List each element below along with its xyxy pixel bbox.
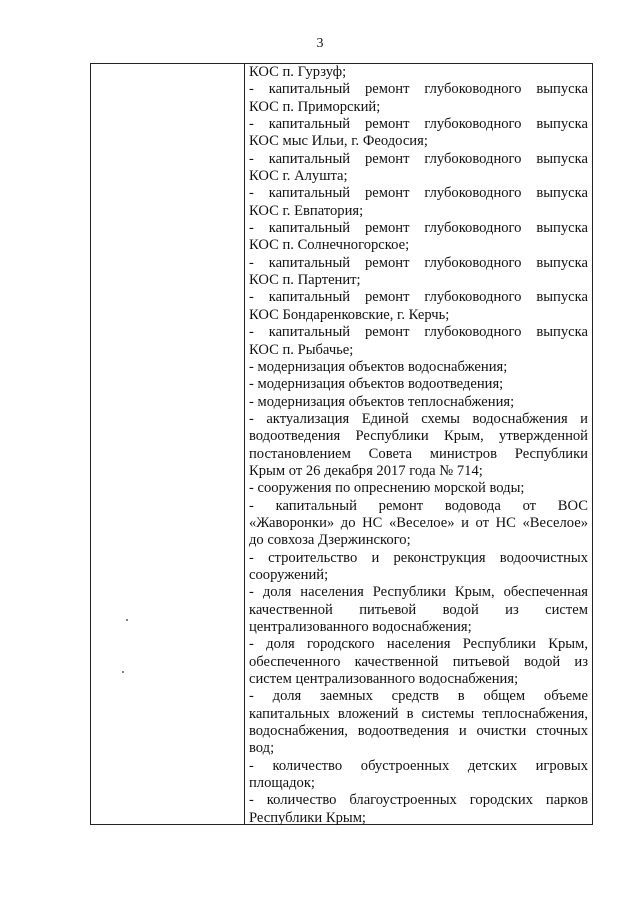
text-line: - капитальный ремонт глубоководного выпуска (249, 81, 588, 98)
text-line: - модернизация объектов водоотведения; (249, 376, 504, 393)
text-line: - капитальный ремонт глубоководного выпуска (249, 254, 588, 271)
text-line: сооружений; (249, 566, 329, 583)
text-line: - доля городского населения Республики Крым, (249, 636, 588, 653)
text-line: - доля заемных средств в общем объеме (249, 688, 588, 705)
text-line: - капитальный ремонт водовода от ВОС (249, 497, 588, 514)
text-line: обеспеченного качественной питьевой водой из (249, 653, 588, 670)
text-line: КОС п. Партенит; (249, 272, 361, 289)
text-line: водоснабжения, водоотведения и очистки сточных (249, 723, 588, 740)
text-line: - капитальный ремонт глубоководного выпуска (249, 185, 588, 202)
text-line: КОС Бондаренковские, г. Керчь; (249, 306, 450, 323)
text-line: КОС мыс Ильи, г. Феодосия; (249, 133, 428, 150)
text-line: КОС г. Евпатория; (249, 202, 364, 219)
page-number: 3 (316, 36, 324, 51)
text-line: - актуализация Единой схемы водоснабжения и (249, 410, 588, 427)
text-line: КОС п. Приморский; (249, 98, 381, 115)
text-line: вод; (249, 740, 275, 757)
text-line: - капитальный ремонт глубоководного выпуска (249, 289, 588, 306)
text-line: централизованного водоснабжения; (249, 619, 472, 635)
text-line: - количество обустроенных детских игровых (249, 757, 588, 774)
text-line: систем централизованного водоснабжения; (249, 671, 519, 688)
text-line: Крым от 26 декабря 2017 года № 714; (249, 462, 483, 479)
text-line: - капитальный ремонт глубоководного выпуска (249, 220, 588, 237)
text-line: качественной питьевой водой из систем (249, 601, 588, 618)
text-line: «Жаворонки» до НС «Веселое» и от НС «Веселое» (249, 514, 588, 531)
text-line: постановлением Совета министров Республики (249, 445, 588, 462)
text-line: Республики Крым; (249, 809, 366, 826)
text-line: - модернизация объектов теплоснабжения; (249, 393, 515, 410)
table-left-cell (91, 64, 245, 824)
text-line: КОС п. Солнечногорское; (249, 237, 410, 254)
document-table (90, 63, 593, 825)
text-line: площадок; (249, 775, 315, 792)
text-line: водоотведения Республики Крым, утвержденной (249, 428, 588, 445)
text-line: КОС п. Гурзуф; (249, 64, 347, 80)
text-line: - доля населения Республики Крым, обеспеченная (249, 584, 588, 601)
scan-speck (126, 619, 128, 621)
text-line: капитальных вложений в системы теплоснабжения, (249, 705, 588, 722)
text-line: - количество благоустроенных городских парков (249, 792, 588, 809)
text-line: - строительство и реконструкция водоочистных (249, 549, 588, 566)
text-line: - модернизация объектов водоснабжения; (249, 358, 508, 375)
table-right-cell (245, 64, 592, 824)
text-line: - капитальный ремонт глубоководного выпуска (249, 324, 588, 341)
text-line: - капитальный ремонт глубоководного выпуска (249, 150, 588, 167)
text-line: КОС г. Алушта; (249, 168, 348, 185)
text-line: - капитальный ремонт глубоководного выпуска (249, 116, 588, 133)
scan-speck (122, 671, 124, 673)
text-line: КОС п. Рыбачье; (249, 341, 354, 358)
text-line: до совхоза Дзержинского; (249, 532, 411, 549)
text-line: - сооружения по опреснению морской воды; (249, 480, 525, 497)
